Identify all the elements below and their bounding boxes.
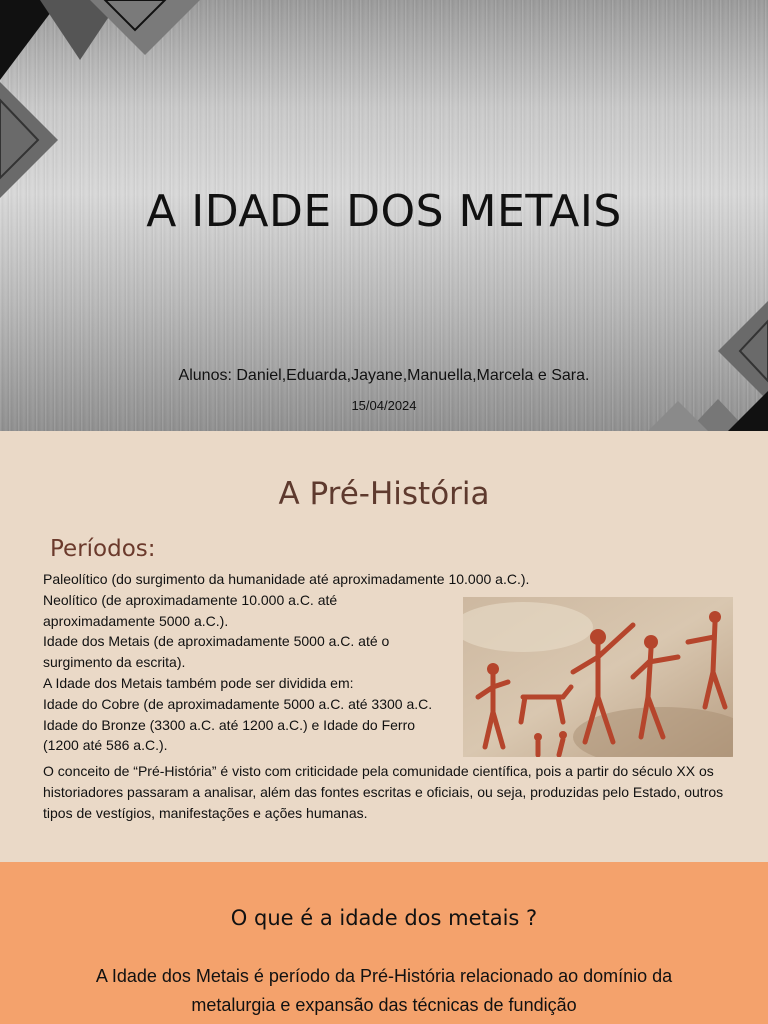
cave-painting-image <box>463 597 733 757</box>
period-line: Idade dos Metais (de aproximadamente 5000 a.C. até o <box>43 633 390 650</box>
title-slide <box>0 0 768 431</box>
prehistory-title: A Pré-História <box>278 476 490 512</box>
definition-paragraph: A Idade dos Metais é período da Pré-História relacionado ao domínio da metalurgia e expansão das técnicas de fundição <box>95 966 673 1015</box>
presentation-title: A IDADE DOS METAIS <box>146 186 622 237</box>
period-line: Idade do Bronze (3300 a.C. até 1200 a.C.) e Idade do Ferro <box>43 716 416 733</box>
period-line: (1200 até 586 a.C.). <box>43 737 168 754</box>
metal-age-definition-slide <box>0 862 768 1024</box>
period-line: Neolítico (de aproximadamente 10.000 a.C. até <box>43 591 338 608</box>
period-line: A Idade dos Metais também pode ser dividida em: <box>43 674 354 691</box>
definition-question-title: O que é a idade dos metais ? <box>230 906 538 930</box>
prehistory-concept-paragraph: O conceito de “Pré-História” é visto com criticidade pela comunidade científica, pois a partir do século XX os historiadores passaram a analisar, além das fontes escritas e oficiais, ou seja, produzidas pelo Estado, outros tipos de vestígios, manifestações e ações humanas. <box>43 763 724 821</box>
presentation-date: 15/04/2024 <box>351 398 417 413</box>
period-line: aproximadamente 5000 a.C.). <box>43 612 229 629</box>
corner-diamonds-top-left-decoration <box>0 0 220 200</box>
periods-list <box>43 569 530 756</box>
period-line: Idade do Cobre (de aproximadamente 5000 a.C. até 3300 a.C. <box>43 695 433 712</box>
students-line: Alunos: Daniel,Eduarda,Jayane,Manuella,Marcela e Sara. <box>178 367 590 384</box>
periods-heading: Períodos: <box>50 536 156 562</box>
period-line: Paleolítico (do surgimento da humanidade até aproximadamente 10.000 a.C.). <box>43 571 530 587</box>
period-line: surgimento da escrita). <box>43 654 186 671</box>
